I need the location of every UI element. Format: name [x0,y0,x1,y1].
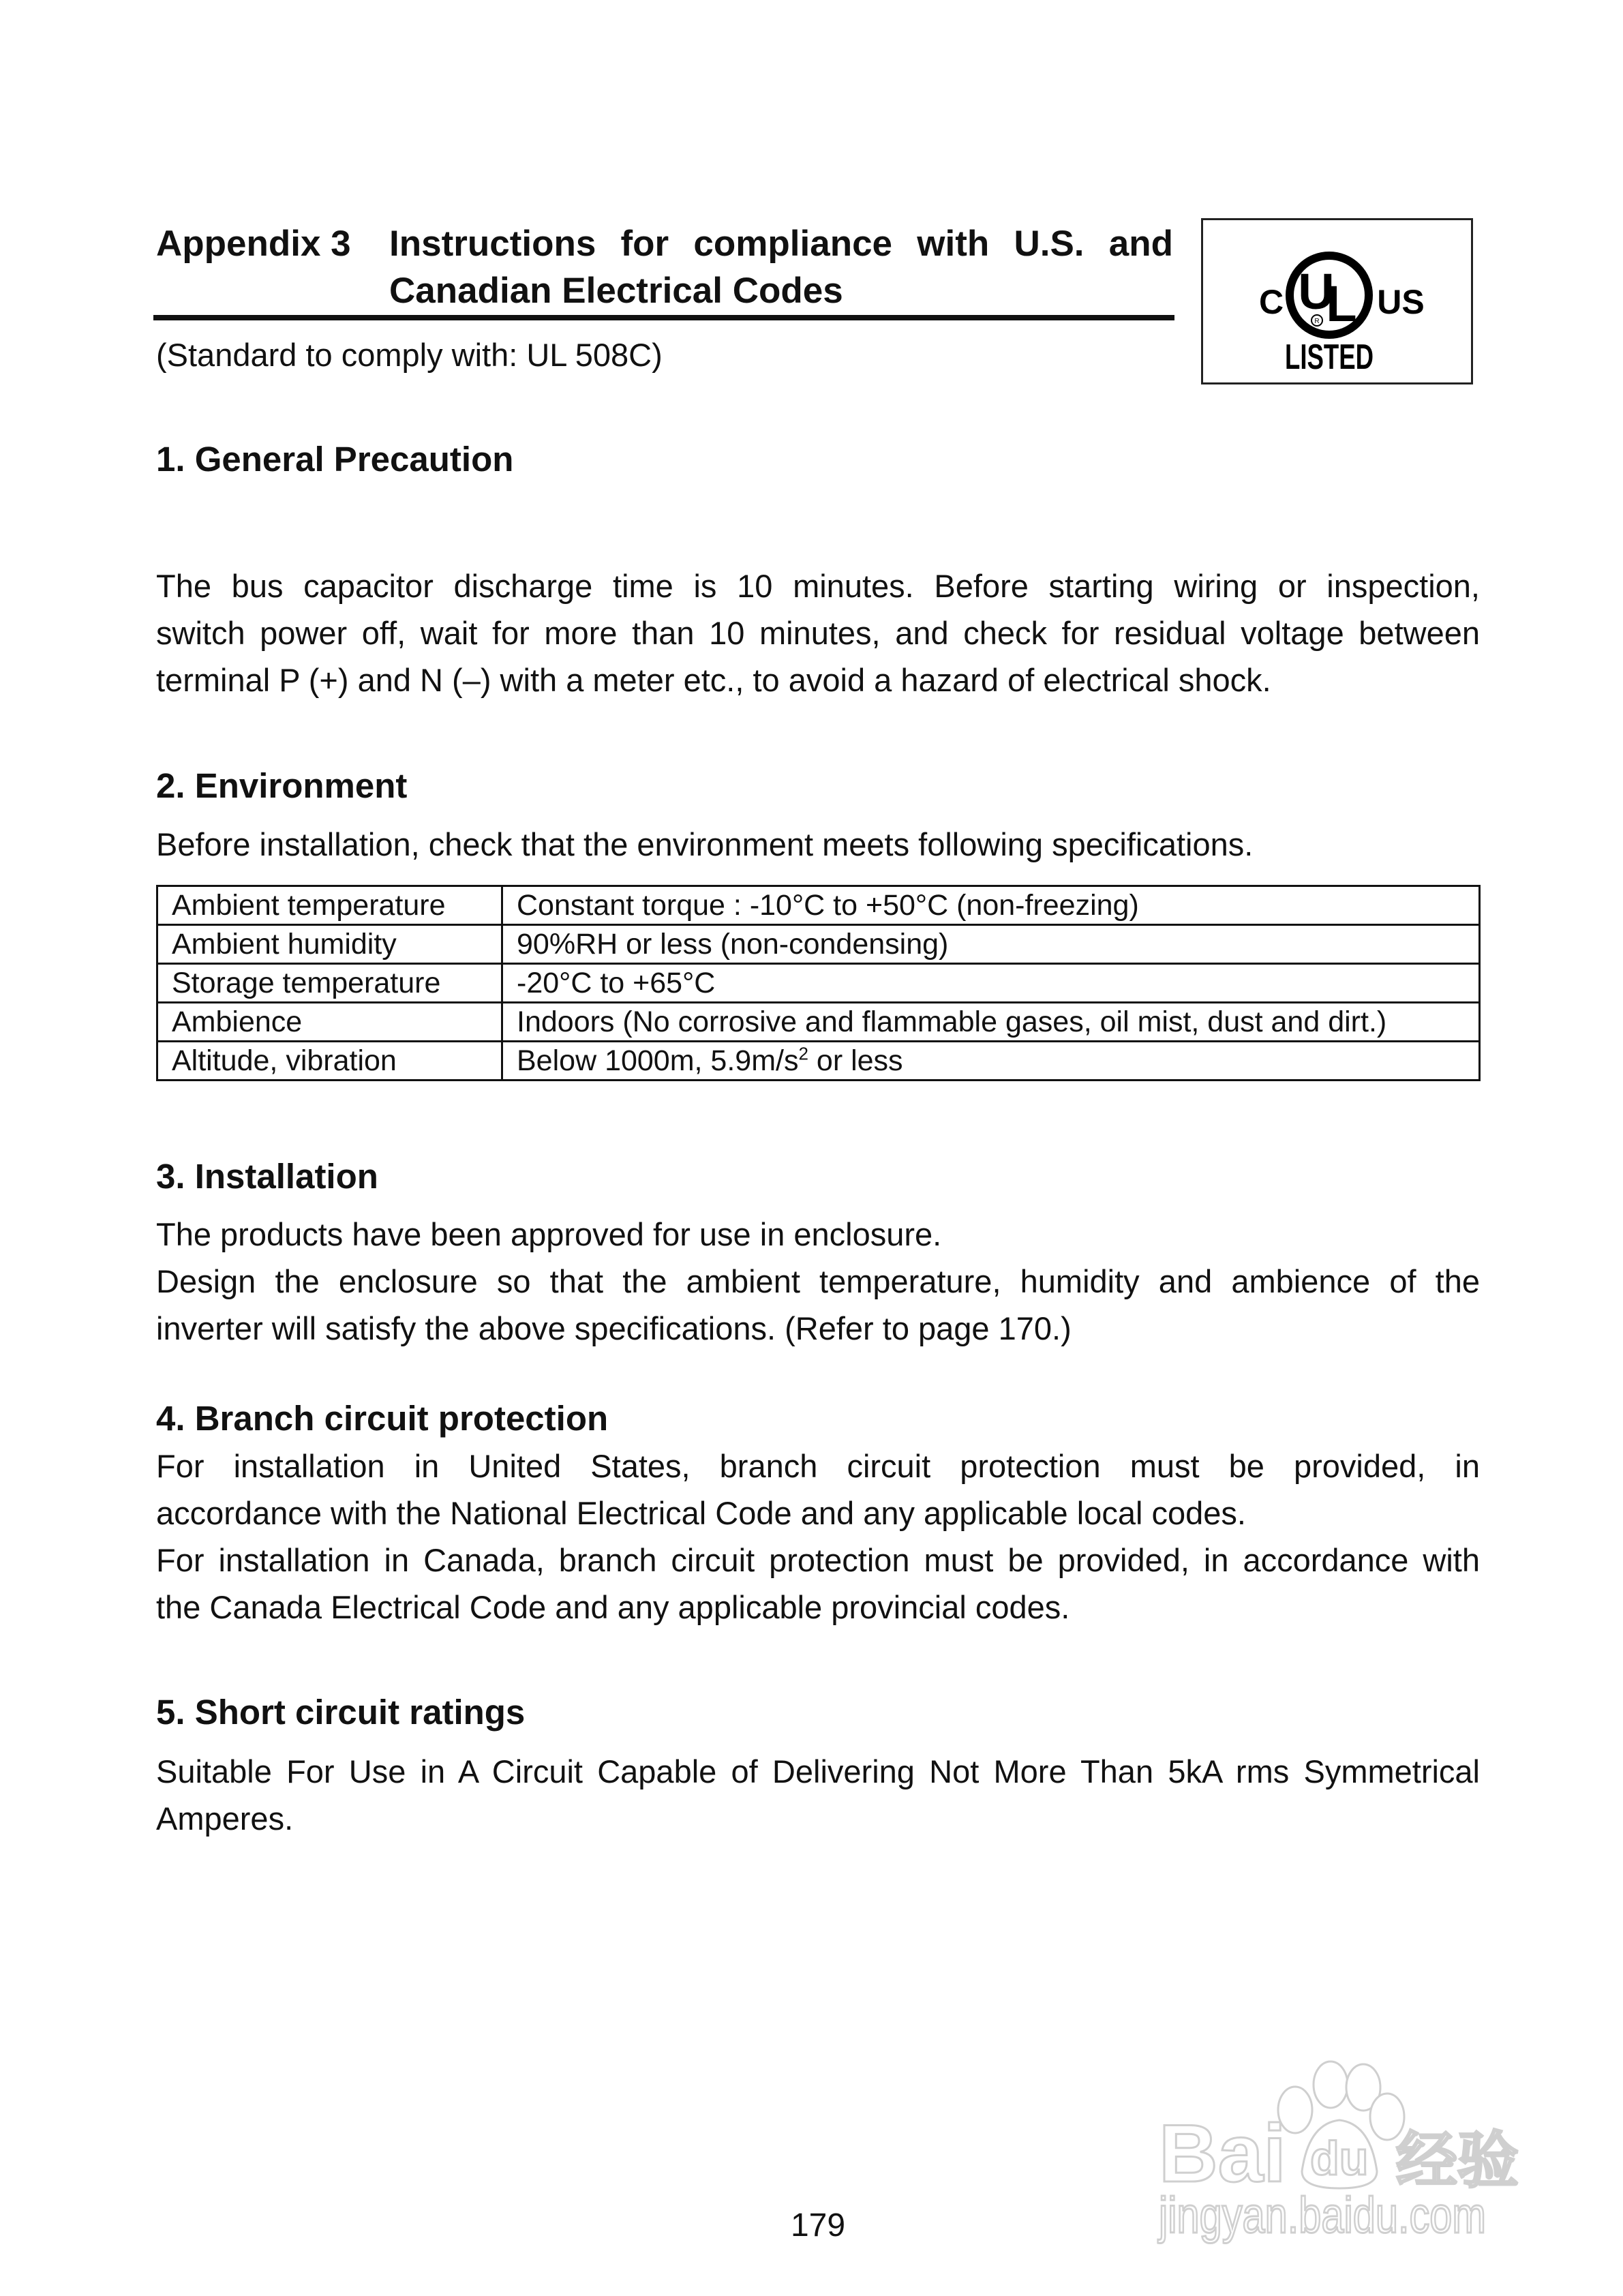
table-value: -20°C to +65°C [502,964,1480,1003]
watermark-brand: Bai [1159,2108,1286,2199]
table-value: Constant torque : -10°C to +50°C (non-freezing) [502,886,1480,925]
svg-text:L: L [1326,275,1357,332]
section-heading: 2. Environment [156,766,408,805]
svg-text:U: U [1298,263,1335,320]
body-line: Suitable For Use in A Circuit Capable of Delivering Not More Than 5kA rms Symmetrical [156,1753,1480,1789]
body-line: Amperes. [156,1800,294,1837]
table-value: Below 1000m, $5.9m/s^2$ or less [502,1042,1480,1081]
body-line: switch power off, wait for more than 10 minutes, and check for residual voltage between [156,615,1480,651]
body-line: inverter will satisfy the above specifications. (Refer to page 170.) [156,1310,1072,1346]
section-heading: 3. Installation [156,1157,378,1196]
body-line: For installation in Canada, branch circuit protection must be provided, in accordance with [156,1542,1480,1578]
section-heading: 4. Branch circuit protection [156,1399,609,1438]
body-line: accordance with the National Electrical Code and any applicable local codes. [156,1495,1246,1531]
appendix-label: Appendix 3 [156,224,351,264]
watermark-cn: 经验 [1396,2127,1519,2195]
baidu-jingyan-watermark [1152,2052,1534,2256]
section-heading: 5. Short circuit ratings [156,1693,526,1732]
body-line: terminal P (+) and N (–) with a meter etc., to avoid a hazard of electrical shock. [156,662,1271,698]
section-body [156,821,1480,868]
body-line: The bus capacitor discharge time is 10 minutes. Before starting wiring or inspection, [156,568,1480,604]
body-line: For installation in United States, branch circuit protection must be provided, in [156,1448,1480,1484]
table-key: Ambient temperature [157,886,502,925]
body-line: Design the enclosure so that the ambient temperature, humidity and ambience of the [156,1263,1480,1299]
table-row [157,1042,1480,1081]
section-body [156,562,1480,704]
section-heading: 1. General Precaution [156,440,514,479]
table-row [157,925,1480,964]
svg-text:C: C [1258,283,1284,321]
page-number: 179 [790,2207,846,2244]
section-body [156,1442,1480,1631]
table-key: Ambience [157,1003,502,1042]
svg-text:R: R [1314,318,1320,325]
section-body [156,1748,1480,1842]
table-row [157,964,1480,1003]
table-row [157,1003,1480,1042]
watermark-brand-paw: du [1310,2132,1369,2185]
table-key: Storage temperature [157,964,502,1003]
body-line: The products have been approved for use in enclosure. [156,1216,942,1252]
body-line: the Canada Electrical Code and any applicable provincial codes. [156,1589,1070,1625]
page-title-line2: Canadian Electrical Codes [389,271,843,311]
svg-text:US: US [1377,283,1425,321]
table-value: 90%RH or less (non-condensing) [502,925,1480,964]
body-line: Before installation, check that the environment meets following specifications. [156,826,1254,862]
section-body [156,1211,1480,1352]
title-rule [153,315,1174,320]
table-row [157,886,1480,925]
table-value: Indoors (No corrosive and flammable gases, oil mist, dust and dirt.) [502,1003,1480,1042]
table-key: Ambient humidity [157,925,502,964]
svg-text:LISTED: LISTED [1285,337,1374,377]
watermark-url: jingyan.baidu.com [1157,2187,1486,2244]
page-title-line1: Instructions for compliance with U.S. and [389,224,1173,264]
standard-note: (Standard to comply with: UL 508C) [156,337,663,373]
table-key: Altitude, vibration [157,1042,502,1081]
cul-us-listed-logo [1201,218,1473,384]
environment-table [156,885,1481,1081]
